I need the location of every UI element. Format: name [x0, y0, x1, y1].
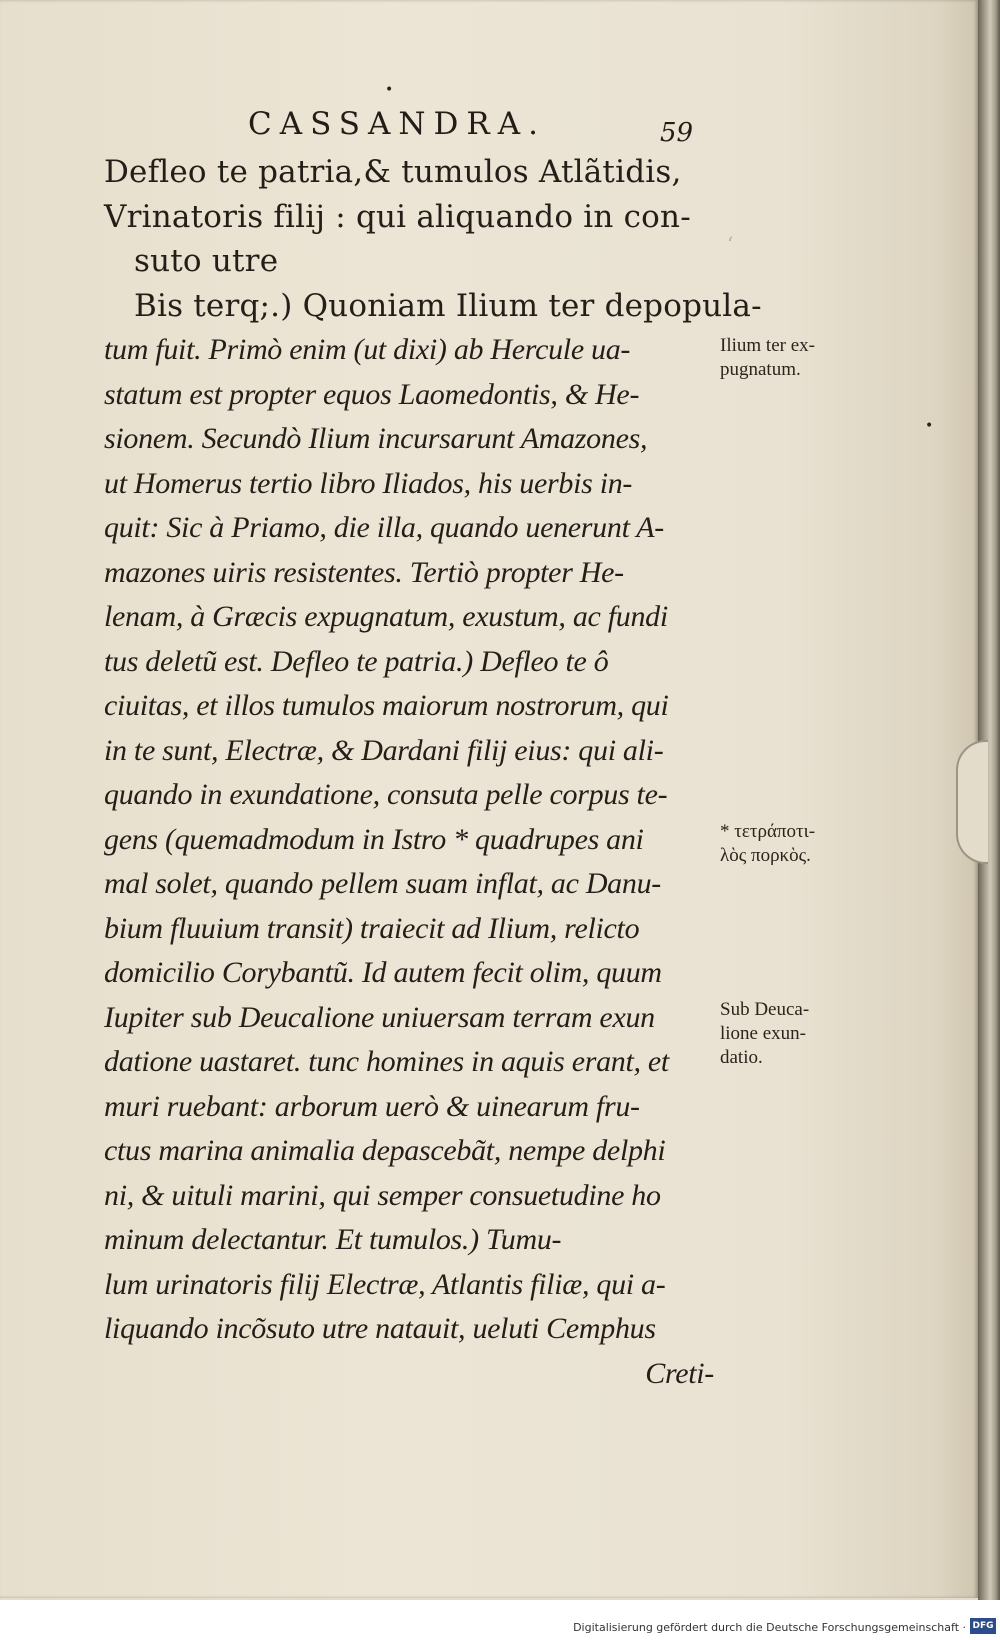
footer-bar — [0, 1600, 1000, 1640]
ink-speck: • — [925, 418, 934, 434]
text-line: suto utre — [134, 243, 279, 279]
text-line: statum est propter equos Laomedontis, & He- — [104, 377, 640, 411]
text-line: Iupiter sub Deucalione uniuersam terram exun — [104, 1000, 655, 1034]
margin-note-greek — [720, 820, 815, 868]
ink-dot: • — [385, 82, 394, 98]
text-line: datione uastaret. tunc homines in aquis erant, et — [104, 1045, 669, 1078]
margin-note-line: * τετράποτι- — [720, 821, 816, 842]
footer-credit: Digitalisierung gefördert durch die Deutsche Forschungsgemeinschaft · — [573, 1621, 966, 1634]
text-line: Vrinatoris filij : qui aliquando in con- — [104, 198, 691, 235]
margin-note-deucalion — [720, 998, 809, 1070]
text-line: Defleo te patria,& tumulos Atlãtidis, — [104, 154, 682, 190]
margin-note-line: pugnatum. — [720, 359, 801, 380]
text-line: quando in exundatione, consuta pelle corpus te- — [104, 778, 668, 811]
text-line: quit: Sic à Priamo, die illa, quando uenerunt A- — [104, 511, 664, 544]
main-text-block — [104, 150, 762, 1396]
text-line: sionem. Secundò Ilium incursarunt Amazones, — [104, 422, 648, 455]
text-line: Creti- — [645, 1356, 714, 1390]
text-line: in te sunt, Electræ, & Dardani filij eius: qui ali- — [104, 733, 664, 767]
dfg-logo: DFG — [970, 1618, 996, 1634]
margin-note-line: datio. — [720, 1047, 763, 1068]
margin-note-line: Ilium ter ex- — [720, 335, 815, 356]
text-line: muri ruebant: arborum uerò & uinearum fru- — [104, 1089, 640, 1123]
text-line: mal solet, quando pellem suam inflat, ac Danu- — [104, 867, 661, 900]
text-line: gens (quemadmodum in Istro * quadrupes ani — [104, 822, 644, 856]
text-line: mazones uiris resistentes. Tertiò propter He- — [104, 555, 624, 589]
text-line: ni, & uituli marini, qui semper consuetudine ho — [104, 1178, 661, 1212]
text-line: minum delectantur. Et tumulos.) Tumu- — [104, 1223, 562, 1256]
text-line: tus deletũ est. Defleo te patria.) Defleo te ô — [104, 644, 609, 678]
margin-note-ilium — [720, 334, 815, 382]
page-number: 59 — [660, 118, 694, 148]
text-line: domicilio Corybantũ. Id autem fecit olim, quum — [104, 956, 662, 989]
text-line: lenam, à Græcis expugnatum, exustum, ac fundi — [104, 600, 668, 633]
text-line: ctus marina animalia depascebãt, nempe delphi — [104, 1134, 666, 1167]
text-line: liquando incõsuto utre natauit, ueluti Cemphus — [104, 1312, 656, 1345]
faint-show-through-mark: ʻ — [727, 232, 734, 256]
page-edge-tab — [956, 740, 988, 864]
text-line: ciuitas, et illos tumulos maiorum nostrorum, qui — [104, 689, 669, 722]
text-line: bium fluuium transit) traiecit ad Ilium, relicto — [104, 911, 640, 945]
margin-note-line: λὸς πορκὸς. — [720, 845, 811, 866]
text-line: tum fuit. Primò enim (ut dixi) ab Hercule ua- — [104, 333, 631, 366]
text-line: Bis terq;.) Quoniam Ilium ter depopula- — [134, 287, 762, 324]
text-line: lum urinatoris filij Electræ, Atlantis filiæ, qui a- — [104, 1267, 666, 1301]
margin-note-line: Sub Deuca- — [720, 999, 810, 1020]
running-head: CASSANDRA. — [248, 106, 546, 142]
margin-note-line: lione exun- — [720, 1023, 807, 1044]
text-line: ut Homerus tertio libro Iliados, his uerbis in- — [104, 466, 633, 500]
